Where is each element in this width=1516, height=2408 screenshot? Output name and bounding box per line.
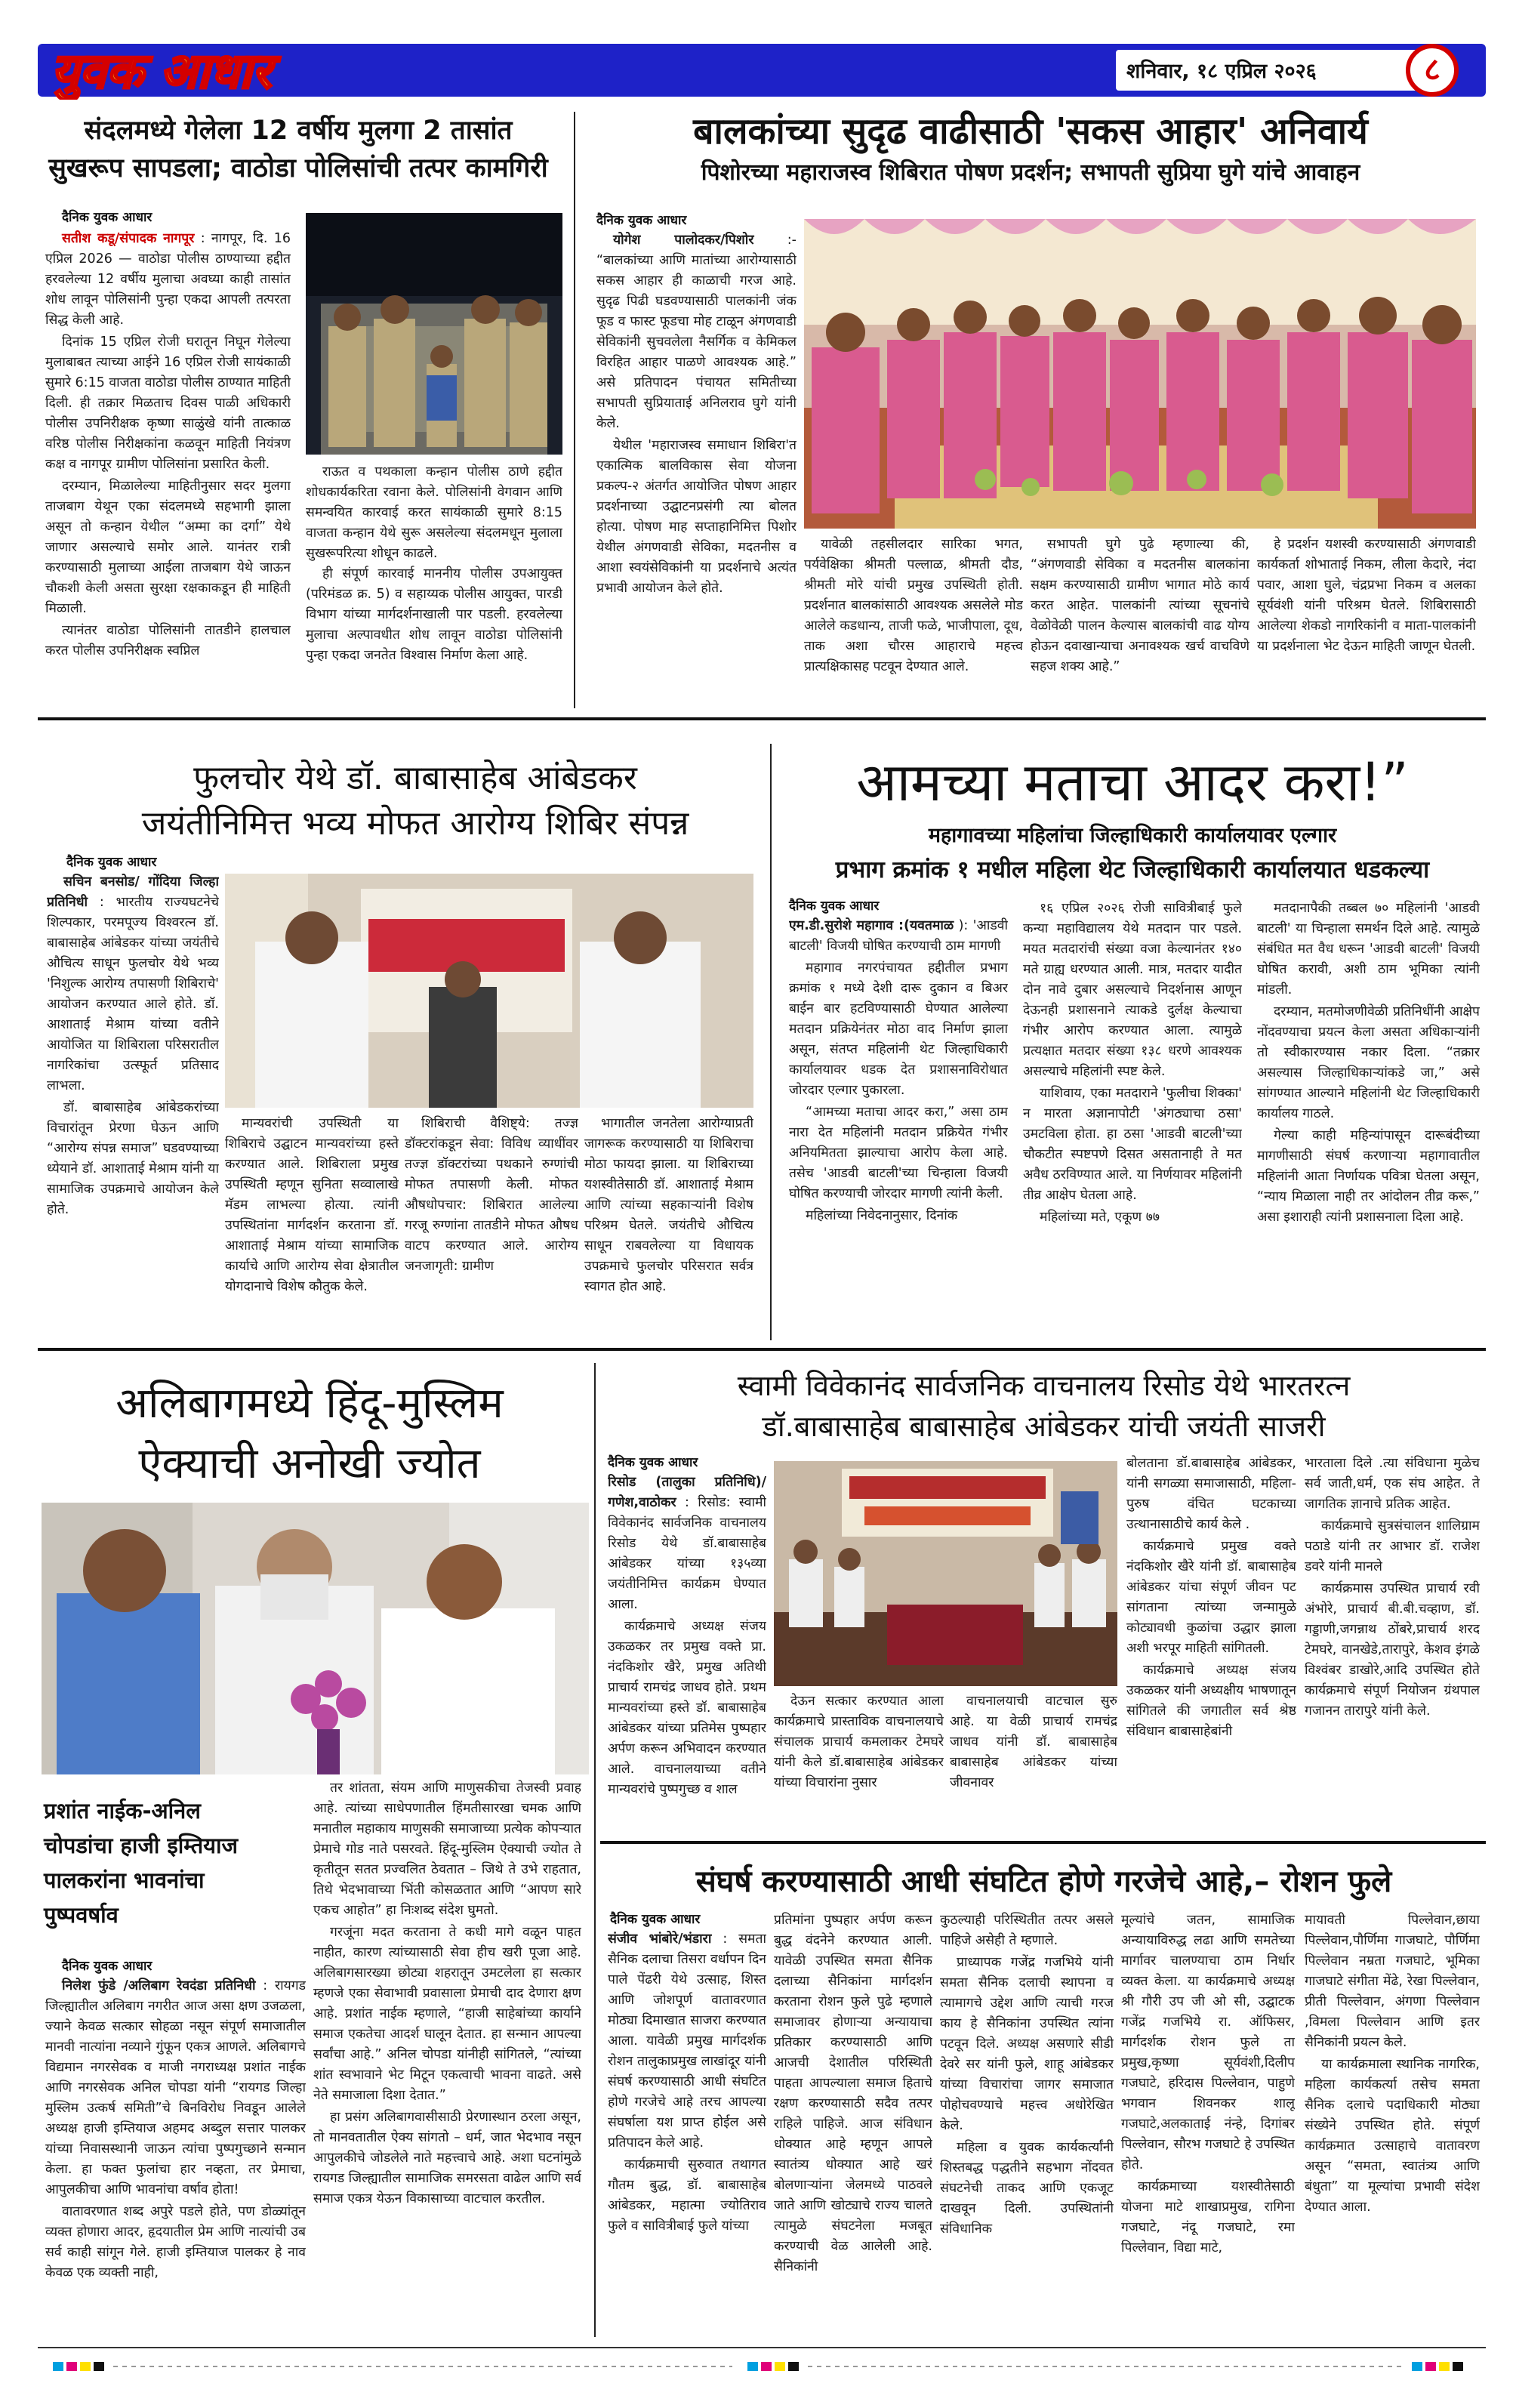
article5-p1: रायगड जिल्ह्यातील अलिबाग नगरीत आज असा क्षण उजळला, ज्याने केवळ सत्कार सोहळा नसून संपूर्ण समाजातील मानवी नात्यांना नव्याने गुंफून एकत्र आणले. अलिबागचे विद्यमान नगरसेवक व माजी नगराध्यक्ष प्रशांत नाईक आणि नगरसेवक अनिल चोपडा यांनी “रायगड जिल्हा मुस्लिम उत्कर्ष समिती”चे बिनविरोध निवडून आलेले अध्यक्ष हाजी इम्तियाज अहमद अब्दुल सत्तार पालकर यांच्या निवासस्थानी जाऊन त्यांचा पुष्पगुच्छाने सन्मान केला. हा फक्त फुलांचा हार नव्हता, तर प्रेमाचा, आपुलकीचा आणि भावनांचा वर्षाव होता! — [45, 1978, 306, 2197]
article6-col4 — [1305, 1454, 1480, 1986]
article2-photo — [804, 219, 1476, 529]
article1-author: सतीश कडू/संपादक नागपूर — [62, 231, 195, 246]
article3-author: सचिन बनसोड/ गोंदिया जिल्हा प्रतिनिधी — [47, 874, 219, 910]
article3-caption-col2 — [405, 1114, 578, 1340]
article4-col1 — [789, 916, 1008, 1346]
article6-source: दैनिक युवक आधार — [608, 1455, 698, 1470]
article6-c4c: कार्यक्रमास उपस्थित प्राचार्य रवी अंभोरे, प्राचार्य बी.बी.चव्हाण, डॉ. गड्डाणी,जगन्नाथ ठोंबरे,प्राचार्य शरद टेमघरे, वानखेडे,तारापुरे, केशव इंगळे विश्वंबर डाखोरे,आदि उपस्थित होते कार्यक्रमाचे संपूर्ण नियोजन ग्रंथपाल गजानन तारापुरे यांनी केले. — [1305, 1581, 1480, 1719]
article6-c3b: कार्यक्रमाचे प्रमुख वक्ते नंदकिशोर खैरे यांनी डॉ. बाबासाहेब आंबेडकर यांचा संपूर्ण जीवन पट सांगताना त्यांच्या जन्मामुळे कोट्यावधी कुळांचा उद्धार झाला अशी भरपूर माहिती सांगितली. — [1126, 1539, 1296, 1656]
article4-byline — [789, 897, 1015, 915]
article1-col1: सतीश कडू/संपादक नागपूर : नागपूर, दि. 16 एप्रिल 2026 — वाठोडा पोलीस ठाण्याच्या हद्दीत हरवलेल्या 12 वर्षीय मुलाचा अवघ्या काही तासांत शोध लावून पोलिसांनी पुन्हा एकदा आपली तत्परता सिद्ध केली आहे. दिनांक 15 एप्रिल रोजी घरातून निघून गेलेल्या मुलाबाबत त्याच्या आईने 16 एप्रिल रोजी सायंकाळी सुमारे 6:15 वाजता वाठोडा पोलीस ठाण्यात माहिती दिली. ही तक्रार मिळताच दिवस पाळी अधिकारी पोलीस उपनिरीक्षक कृष्णा साळुंखे यांनी तात्काळ वरिष्ठ पोलीस निरीक्षकांना कळवून माहिती नियंत्रण कक्ष व नागपूर ग्रामीण पोलिसांना प्रसारित केली. दरम्यान, मिळालेल्या माहितीनुसार सदर मुलगा ताजबाग येथून एका संदलमध्ये सहभागी झाला असून तो कन्हान येथील “अम्मा का दर्गा” येथे जाणार असल्याचे समोर आले. यानंतर रात्री करण्यासाठी मुलाच्या आईला ताजबाग येथे जाऊन चौकशी केली असता सुरक्षा रक्षकाकडून ही माहिती मिळाली. त्यानंतर वाठोडा पोलिसांनी तातडीने हालचाल करत पोलीस उपनिरीक्षक स्वप्निल — [45, 229, 291, 712]
article4-p1: ): 'आडवी बाटली' विजयी घोषित करण्याची ठाम मागणी — [789, 918, 1008, 954]
registration-mark-icon — [53, 2359, 1465, 2374]
article7-col4 — [1121, 1910, 1295, 2337]
article7-p2: कार्यक्रमाची सुरुवात तथागत गौतम बुद्ध, डॉ. बाबासाहेब आंबेडकर, महात्मा ज्योतिराव फुले व सावित्रीबाई फुले यांच्या — [608, 2157, 766, 2234]
article5-headline-line2: ऐक्याची अनोखी ज्योत — [138, 1439, 481, 1488]
article4-c3: मतदानापैकी तब्बल ७० महिलांनी 'आडवी बाटली' या चिन्हाला समर्थन दिले आहे. त्यामुळे संबंधित मत वैध धरून 'आडवी बाटली' विजयी घोषित करावी, अशी ठाम भूमिका त्यांनी मांडली. — [1257, 901, 1480, 997]
article5-byline — [62, 1957, 304, 1975]
footer-rule — [38, 2347, 1486, 2348]
article2-subhead: पिशोरच्या महाराजस्व शिबिरात पोषण प्रदर्शन; सभापती सुप्रिया घुगे यांचे आवाहन — [701, 159, 1360, 186]
article7-c3b: प्राध्यापक गजेंद्र गजभिये यांनी समता सैनिक दलाची स्थापना व त्यामागचे उद्देश आणि त्याची गरज काय हे सैनिकांना उपस्थित त्यांना पटवून दिले. अध्यक्ष असणारे सीडी देवरे सर यांनी फुले, शाहू आंबेडकर यांच्या विचारांचा जागर समाजात पोहोचवण्याचे महत्त्व अधोरेखित केले. — [940, 1955, 1114, 2133]
article3-c2: शिबिराची वैशिष्ट्ये: तज्ज्ञ डॉक्टरांकडून सेवा: विविध व्याधींवर तज्ज्ञ डॉक्टरांच्या पथकाने रुग्णांची मोफत तपासणी केली. मोफत औषधोपचार: शिबिरात आलेल्या गरजू रुग्णांना तातडीने मोफत औषध वाटप करण्यात आले. आरोग्य जनजागृती: ग्रामीण — [405, 1116, 578, 1274]
article5-pull-quote-line3: पालकरांना भावनांचा — [44, 1867, 205, 1893]
article3-c3: भागातील जनतेला आरोग्याप्रती जागरूक करण्यासाठी या शिबिराचा मोठा फायदा झाला. या शिबिराच्या यशस्वीतेसाठी डॉ. आशाताई मेश्राम आणि त्यांच्या सहकाऱ्यांनी विशेष परिश्रम घेतले. जयंतीचे औचित्य साधून राबवलेल्या या विधायक उपक्रमाचे फुलचोर परिसरात सर्वत्र स्वागत होत आहे. — [584, 1116, 753, 1294]
article4-c3b: दरम्यान, मतमोजणीवेळी प्रतिनिधींनी आक्षेप नोंदवण्याचा प्रयत्न केला असता अधिकाऱ्यांनी तो स्वीकारण्यास नकार दिला. “तक्रार असल्यास जिल्हाधिकाऱ्यांकडे जा,” असे सांगण्यात आल्याने महिलांनी थेट जिल्हाधिकारी कार्यालय गाठले. — [1257, 1004, 1480, 1121]
article3-headline-line2: जयंतीनिमित्त भव्य मोफत आरोग्य शिबिर संपन्न — [141, 804, 689, 843]
article4-c2: १६ एप्रिल २०२६ रोजी सावित्रीबाई फुले कन्या महाविद्यालय येथे मतदान पार पडले. मयत मतदारांची संख्या वजा केल्यानंतर १४० मते ग्राह्य धरण्यात आली. मात्र, मतदार यादीत दोन नावे दुबार असल्याचे निदर्शनास आणून देऊनही प्रशासनाने त्याकडे दुर्लक्ष केल्याचा गंभीर आरोप करण्यात आला. त्यामुळे प्रत्यक्षात मतदार संख्या १३८ धरणे आवश्यक असल्याचे महिलांनी स्पष्ट केले. — [1023, 901, 1242, 1079]
article7-col1 — [608, 1929, 766, 2337]
article3-p1: भारतीय राज्यघटनेचे शिल्पकार, परमपूज्य विश्वरत्न डॉ. बाबासाहेब आंबेडकर यांच्या जयंतीचे औचित्य साधून फुलचोर येथे भव्य 'निशुल्क आरोग्य तपासणी शिबिराचे' आयोजन करण्यात आले होते. डॉ. आशाताई मेश्राम यांच्या वतीने आयोजित या शिबिराला परिसरातील नागरिकांचा उत्स्फूर्त प्रतिसाद लाभला. — [47, 895, 219, 1093]
article5-c2: तर शांतता, संयम आणि माणुसकीचा तेजस्वी प्रवाह आहे. त्यांच्या साधेपणातील हिंमतीसारखा चमक आणि मनातील महाकाय माणुसकी समाजाच्या प्रत्येक कोपऱ्यात प्रेमाचे गोड नाते पसरवते. हिंदू-मुस्लिम ऐक्याची ज्योत ते कृतीतून सतत प्रज्वलित ठेवतात – जिथे ते उभे राहतात, तिथे भेदभावाच्या भिंती कोसळतात आणि “आपण सारे एकच आहोत” हा निःशब्द संदेश घुमतो. — [313, 1781, 581, 1918]
article1-headline-line1: संदलमध्ये गेलेला 12 वर्षीय मुलगा 2 तासांत — [84, 116, 513, 146]
article6-cap-r: वाचनालयाची वाटचाल सुरु आहे. या वेळी प्राचार्य रामचंद्र जाधव यांनी डॉ. बाबासाहेब बाबासाहेब आंबेडकर यांच्या जीवनावर — [950, 1694, 1117, 1790]
article7-source: दैनिक युवक आधार — [610, 1912, 701, 1927]
article6-c3c: कार्यक्रमाचे अध्यक्ष संजय उकळकर यांनी अध्यक्षीय भाषणातून सांगितले की जगातील सर्व श्रेष्ठ संविधान बाबासाहेबांनी — [1126, 1663, 1296, 1739]
article2-caption-col3 — [1257, 535, 1476, 712]
article2-c1: यावेळी तहसीलदार सारिका भगत, पर्यवेक्षिका श्रीमती पल्लाळ, श्रीमती दौड, श्रीमती मोरे यांची प्रमुख उपस्थिती होती. प्रदर्शनात बालकांसाठी आवश्यक असलेले मोड आलेले कडधान्य, ताजी फळे, भाजीपाला, दूध, ताक अशा चौरस आहाराचे महत्त्व प्रात्यक्षिकासह पटवून देण्यात आले. — [804, 537, 1023, 674]
article1-source: दैनिक युवक आधार — [62, 210, 153, 225]
article2-source: दैनिक युवक आधार — [596, 213, 687, 228]
page-number: ८ — [1424, 51, 1441, 88]
article7-author: संजीव भांबोरे/भंडारा — [608, 1932, 712, 1947]
article7-c3: कुठल्याही परिस्थितीत तत्पर असले पाहिजे असेही ते म्हणाले. — [940, 1913, 1114, 1948]
article5-c2b: गरजूंना मदत करताना ते कधी मागे वळून पाहत नाहीत, कारण त्यांच्यासाठी सेवा हीच खरी पूजा आहे. अलिबागसारख्या छोट्या शहरातून उमटलेला हा सत्कार म्हणजे एका सेवाभावी प्रवासाला प्रेमाची दाद देणारा क्षण आहे. प्रशांत नाईक म्हणाले, “हाजी साहेबांच्या कार्याने समाज एकतेचा आदर्श घालून देतात. हा सन्मान आपल्या सर्वांचा आहे.” अनिल चोपडा यांनीही सांगितले, “त्यांच्या शांत स्वभावाने भेट मिटून एकत्वाची भावना वाढते. असे नेते समाजाला दिशा देतात.” — [313, 1925, 581, 2103]
article1-p4: त्यानंतर वाठोडा पोलिसांनी तातडीने हालचाल करत पोलीस उपनिरीक्षक स्वप्निल — [45, 623, 291, 658]
article2-c2: सभापती घुगे पुढे म्हणाल्या की, “अंगणवाडी सेविका व मदतनीस बालकांना सक्षम करण्यासाठी ग्रामीण भागात मोठे कार्य करत आहेत. पालकांनी त्यांच्या सूचनांचे वेळोवेळी पालन केल्यास बालकांची वाढ योग्य होऊन दवाखान्याचा अनावश्यक खर्च वाचविणे सहज शक्य आहे.” — [1031, 537, 1249, 674]
article4-subhead1: महागावच्या महिलांचा जिल्हाधिकारी कार्यालयावर एल्गार — [928, 824, 1337, 847]
article6-c3: बोलताना डॉ.बाबासाहेब आंबेडकर, यांनी सगळ्या समाजासाठी, महिला-पुरुष वंचित घटकाच्या उत्थानासाठीचे कार्य केले . — [1126, 1456, 1296, 1532]
article4-subhead2: प्रभाग क्रमांक १ मधील महिला थेट जिल्हाधिकारी कार्यालयात धडकल्या — [835, 856, 1430, 883]
article2-headline: बालकांच्या सुदृढ वाढीसाठी 'सकस आहार' अनिवार्य — [693, 110, 1368, 153]
divider — [38, 1348, 1486, 1351]
article4-col3 — [1257, 899, 1480, 1346]
article4-c3c: गेल्या काही महिन्यांपासून दारूबंदीच्या मागणीसाठी संघर्ष करणाऱ्या महागावातील महिलांनी आता निर्णायक पवित्रा घेतला असून, “न्याय मिळाला नाही तर आंदोलन तीव्र करू,” असा इशाराही त्यांनी प्रशासनाला दिला आहे. — [1257, 1128, 1480, 1225]
article3-headline-line1: फुलचोर येथे डॉ. बाबासाहेब आंबेडकर — [193, 759, 637, 797]
article2-caption-col1 — [804, 535, 1023, 712]
article7-headline: संघर्ष करण्यासाठी आधी संघटित होणे गरजेचे आहे,– रोशन फुले — [695, 1864, 1392, 1899]
article5-col1: निलेश फुंडे /अलिबाग रेवदंडा प्रतिनिधी : रायगड जिल्ह्यातील अलिबाग नगरीत आज असा क्षण उजळला, ज्याने केवळ सत्कार सोहळा नसून संपूर्ण समाजातील मानवी नात्यांना नव्याने गुंफून एकत्र आणले. अलिबागचे विद्यमान नगरसेवक व माजी नगराध्यक्ष प्रशांत नाईक आणि नगरसेवक अनिल चोपडा यांनी “रायगड जिल्हा मुस्लिम उत्कर्ष समिती”चे बिनविरोध निवडून आलेले अध्यक्ष हाजी इम्तियाज अहमद अब्दुल सत्तार पालकर यांच्या निवासस्थानी जाऊन त्यांचा पुष्पगुच्छाने सन्मान केला. हा फक्त फुलांचा हार नव्हता, तर प्रेमाचा, आपुलकीचा आणि भावनांचा वर्षाव होता! वातावरणात शब्द अपुरे पडले होते, पण डोळ्यांतून व्यक्त होणारा आदर, हृदयातील प्रेम आणि नात्यांची उब सर्व काही सांगून गेले. हाजी इम्तियाज पालकर हे नाव केवळ एक व्यक्ती नाही, — [45, 1976, 306, 2331]
divider — [574, 112, 575, 708]
logo-text: युवक आधार — [51, 44, 272, 100]
article6-author: रिसोड (तालुका प्रतिनिधि)/गणेश,वाठोकर — [608, 1475, 766, 1510]
article2-c3: हे प्रदर्शन यशस्वी करण्यासाठी अंगणवाडी कार्यकर्ता शोभाताई निकम, लीला केदारे, नंदा पवार, आशा घुले, चंद्रप्रभा निकम व अलका सूर्यवंशी यांनी परिश्रम घेतले. शिबिरासाठी आलेल्या शेकडो नागरिकांनी व माता-पालकांनी या प्रदर्शनाला भेट देऊन माहिती जाणून घेतली. — [1257, 537, 1476, 654]
masthead-date: शनिवार, १८ एप्रिल २०२६ — [1126, 60, 1317, 83]
article4-p3: “आमच्या मताचा आदर करा,” असा ठाम नारा देत महिलांनी मतदान प्रक्रियेत गंभीर अनियमितता झाल्याचा आरोप केला आहे. तसेच 'आडवी बाटली'च्या चिन्हाला विजयी घोषित करण्याची जोरदार मागणी त्यांनी केली. — [789, 1105, 1008, 1201]
article7-col3 — [940, 1910, 1114, 2337]
article5-pull-quote-line4: पुष्पवर्षाव — [44, 1902, 119, 1928]
article7-col5 — [1305, 1910, 1480, 2337]
article5-author: निलेश फुंडे /अलिबाग रेवदंडा प्रतिनिधी — [62, 1978, 256, 1993]
article6-byline — [608, 1454, 766, 1472]
article1-headline-line2: सुखरूप सापडला; वाठोडा पोलिसांची तत्पर कामगिरी — [48, 153, 548, 183]
article4-headline: आमच्या मताचा आदर करा!” — [856, 751, 1409, 813]
article5-c2c: हा प्रसंग अलिबागवासीसाठी प्रेरणास्थान ठरला असून, तो मानवतातील ऐक्य सांगतो – धर्म, जात भेदभाव नसून आपुलकीचे जोडलेले नाते महत्त्वाचे आहे. अशा घटनांमुळे रायगड जिल्ह्यातील सामाजिक समरसता वाढेल आणि सर्व समाज एकत्र येऊन विकासाच्या वाटचाल करतील. — [313, 2110, 581, 2206]
article2-p2: येथील 'महाराजस्व समाधान शिबिरा'त एकात्मिक बालविकास सेवा योजना प्रकल्प-२ अंतर्गत आयोजित पोषण आहार प्रदर्शनाच्या उद्घाटनप्रसंगी त्या बोलत होत्या. पोषण माह सप्ताहानिमित्त पिशोर येथील अंगणवाडी सेविका, मदतनीस व आशा स्वयंसेविकांनी या प्रदर्शनाचे अत्यंत प्रभावी आयोजन केले होते. — [596, 438, 797, 596]
article5-p2: वातावरणात शब्द अपुरे पडले होते, पण डोळ्यांतून व्यक्त होणारा आदर, हृदयातील प्रेम आणि नात्यांची उब सर्व काही सांगून गेले. हाजी इम्तियाज पालकर हे नाव केवळ एक व्यक्ती नाही, — [45, 2204, 306, 2280]
masthead-logo — [45, 39, 370, 100]
article6-photo — [774, 1461, 1117, 1686]
article7-c3c: महिला व युवक कार्यकर्त्यांनी शिस्तबद्ध पद्धतीने सहभाग नोंदवत संघटनेची ताकद आणि एकजूट दाखवून दिली. उपस्थितांनी संविधानिक — [940, 2140, 1114, 2237]
article2-author: योगेश पालोदकर/पिशोर — [613, 233, 754, 248]
article3-photo — [225, 874, 753, 1108]
article6-c4: भारताला दिले .त्या संविधाना मुळेच सर्व जाती,धर्म, एक संघ आहेत. ते जागतिक ज्ञानाचे प्रतिक आहेत. — [1305, 1456, 1480, 1512]
article1-caption-p1: राऊत व पथकाला कन्हान पोलीस ठाणे हद्दीत शोधकार्यकरिता रवाना केले. पोलिसांनी वेगवान आणि समन्वयित कारवाई करत सायंकाळी सुमारे 8:15 वाजता कन्हान येथे सुरू असलेल्या संदलमधून मुलाला सुखरूपरित्या शोधून काढले. — [306, 464, 562, 561]
article6-p2: कार्यक्रमाचे अध्यक्ष संजय उकळकर तर प्रमुख वक्ते प्रा. नंदकिशोर खैरे, प्रमुख अतिथी प्राचार्य रामचंद्र जाधव होते. प्रथम मान्यवरांच्या हस्ते डॉ. बाबासाहेब आंबेडकर यांच्या प्रतिमेस पुष्पहार अर्पण करून अभिवादन करण्यात आले. वाचनालयाच्या वतीने मान्यवरांचे पुष्पगुच्छ व शाल — [608, 1619, 766, 1797]
article6-headline-line2: डॉ.बाबासाहेब बाबासाहेब आंबेडकर यांची जयंती साजरी — [762, 1410, 1326, 1443]
article4-author: एम.डी.सुरोशे महागाव :(यवतमाळ — [789, 918, 954, 933]
article4-source: दैनिक युवक आधार — [789, 899, 880, 914]
article4-c2b: याशिवाय, एका मतदाराने 'फुलीचा शिक्का' न मारता अज्ञानापोटी 'अंगठ्याचा ठसा' उमटविला होता. हा ठसा 'आडवी बाटली'च्या चौकटीत स्पष्टपणे दिसत असतानाही ते मत अवैध ठरविण्यात आले. या निर्णयावर महिलांनी तीव्र आक्षेप घेतला आहे. — [1023, 1086, 1242, 1203]
divider — [770, 744, 772, 1340]
article7-c5: मायावती पिल्लेवान,छाया पिल्लेवान,पौर्णिमा गाजघाटे, पौर्णिमा पिल्लेवान नम्रता गजघाटे, भूमिका गाजघाटे संगीता मेंढे, रेखा पिल्लेवान, प्रीती पिल्लेवान, अंगणा पिल्लेवान ,विमला पिल्लेवान आणि इतर सैनिकांनी प्रयत्न केले. — [1305, 1913, 1480, 2050]
article1-p1: नागपूर, दि. 16 एप्रिल 2026 — वाठोडा पोलीस ठाण्याच्या हद्दीत हरवलेल्या 12 वर्षीय मुलाचा अवघ्या काही तासांत शोध लावून पोलिसांनी पुन्हा एकदा आपली तत्परता सिद्ध केली आहे. — [45, 231, 291, 328]
article4-c2c: महिलांच्या मते, एकूण ७७ — [1040, 1210, 1160, 1225]
article1-caption-p2: ही संपूर्ण कारवाई माननीय पोलीस उपआयुक्त (परिमंडळ क्र. 5) व सहाय्यक पोलीस आयुक्त, पारडी विभाग यांच्या मार्गदर्शनाखाली पार पडली. हरवलेल्या मुलाचा अल्पावधीत शोध लावून वाठोडा पोलिसांनी पुन्हा एकदा जनतेत विश्वास निर्माण केला आहे. — [306, 566, 562, 663]
article4-p2: महागाव नगरपंचायत हद्दीतील प्रभाग क्रमांक १ मध्ये देशी दारू दुकान व बिअर बाईन बार हटविण्यासाठी घेण्यात आलेल्या मतदान प्रक्रियेनंतर मोठा वाद निर्माण झाला असून, संतप्त महिलांनी थेट जिल्हाधिकारी कार्यालयावर धडक देत प्रशासनाविरोधात जोरदार एल्गार पुकारला. — [789, 960, 1008, 1098]
article7-c2: प्रतिमांना पुष्पहार अर्पण करून बुद्ध वंदनेने करण्यात आली. यावेळी उपस्थित समता सैनिक दलाच्या सैनिकांना मार्गदर्शन करताना रोशन फुले पुढे म्हणाले समाजावर होणाऱ्या अन्यायाचा प्रतिकार करण्यासाठी आणि आजची देशातील परिस्थिती पाहता आपल्याला समाज हिताचे रक्षण करण्यासाठी सदैव तत्पर राहिले पाहिजे. आज संविधान धोक्यात आहे म्हणून आपले स्वातंत्र्य धोक्यात आहे खरं बोलणाऱ्यांना जेलमध्ये पाठवले जाते आणि खोट्याचे राज्य चालते त्यामुळे संघटनेला मजबूत करण्याची वेळ आलेली आहे. सैनिकांनी — [774, 1913, 932, 2274]
article1-byline — [62, 208, 296, 227]
article6-p1: : रिसोड: स्वामी विवेकानंद सार्वजनिक वाचनालय रिसोड येथे डॉ.बाबासाहेब आंबेडकर यांच्या १३५व्या जयंतीनिमित्त कार्यक्रम घेण्यात आला. — [608, 1495, 766, 1612]
article7-col2 — [774, 1910, 932, 2337]
divider — [38, 717, 1486, 720]
article2-col1: योगेश पालोदकर/पिशोर :- “बालकांच्या आणि मातांच्या आरोग्यासाठी सकस आहार ही काळाची गरज आहे. सुदृढ पिढी घडवण्यासाठी पालकांनी जंक फूड व फास्ट फूडचा मोह टाळून अंगणवाडी सेविकांनी सुचवलेला नैसर्गिक व केमिकल विरहित आहार पाळणे आवश्यक आहे.” असे प्रतिपादन पंचायत समितीच्या सभापती सुप्रियाताई अनिलराव घुगे यांनी केले. येथील 'महाराजस्व समाधान शिबिरा'त एकात्मिक बालविकास सेवा योजना प्रकल्प-२ अंतर्गत आयोजित पोषण आहार प्रदर्शनाच्या उद्घाटनप्रसंगी त्या बोलत होत्या. पोषण माह सप्ताहानिमित्त पिशोर येथील अंगणवाडी सेविका, मदतनीस व आशा स्वयंसेविकांनी या प्रदर्शनाचे अत्यंत प्रभावी आयोजन केले होते. — [596, 230, 797, 714]
article1-caption — [306, 462, 562, 711]
article6-col1 — [608, 1472, 766, 1986]
article6-c4b: कार्यक्रमाचे सुत्रसंचालन शालिग्राम पठाडे यांनी तर आभार डॉ. राजेश डवरे यांनी मानले — [1305, 1518, 1480, 1574]
article7-byline — [610, 1910, 769, 1929]
article3-c1: मान्यवरांची उपस्थिती या शिबिराचे उद्घाटन मान्यवरांच्या हस्ते करण्यात आले. शिबिराला प्रमुख उपस्थिती म्हणून सुनिता सव्वालाखे मॅडम लाभल्या होत्या. त्यांनी उपस्थितांना मार्गदर्शन करताना डॉ. आशाताई मेश्राम यांच्या सामाजिक कार्याचे आणि आरोग्य सेवा क्षेत्रातील योगदानाचे विशेष कौतुक केले. — [225, 1116, 399, 1294]
article4-col2 — [1023, 899, 1242, 1346]
article5-source: दैनिक युवक आधार — [62, 1959, 153, 1974]
article2-byline — [596, 211, 800, 230]
article3-caption-col1 — [225, 1114, 399, 1340]
article6-headline-line1: स्वामी विवेकानंद सार्वजनिक वाचनालय रिसोड येथे भारतरत्न — [737, 1369, 1351, 1402]
article3-byline — [66, 853, 217, 871]
article3-p2: डॉ. बाबासाहेब आंबेडकरांच्या विचारांतून प्रेरणा घेऊन आणि “आरोग्य संपन्न समाज” घडवण्याच्या ध्येयाने डॉ. आशाताई मेश्राम यांनी या सामाजिक उपक्रमाचे आयोजन केले होते. — [47, 1100, 219, 1217]
article5-col2 — [313, 1778, 581, 2331]
article3-source: दैनिक युवक आधार — [66, 855, 157, 870]
article4-p4: महिलांच्या निवेदनानुसार, दिनांक — [806, 1208, 958, 1223]
article3-col1: सचिन बनसोड/ गोंदिया जिल्हा प्रतिनिधी : भारतीय राज्यघटनेचे शिल्पकार, परमपूज्य विश्वरत्न डॉ. बाबासाहेब आंबेडकर यांच्या जयंतीचे औचित्य साधून फुलचोर येथे भव्य 'निशुल्क आरोग्य तपासणी शिबिराचे' आयोजन करण्यात आले होते. डॉ. आशाताई मेश्राम यांच्या वतीने आयोजित या शिबिराला परिसरातील नागरिकांचा उत्स्फूर्त प्रतिसाद लाभला. डॉ. बाबासाहेब आंबेडकरांच्या विचारांतून प्रेरणा घेऊन आणि “आरोग्य संपन्न समाज” घडवण्याच्या ध्येयाने डॉ. आशाताई मेश्राम यांनी या सामाजिक उपक्रमाचे आयोजन केले होते. — [47, 872, 219, 1340]
article5-pull-quote-line2: चोपडांचा हाजी इम्तियाज — [44, 1833, 239, 1858]
article1-p2: दिनांक 15 एप्रिल रोजी घरातून निघून गेलेल्या मुलाबाबत त्याच्या आईने 16 एप्रिल रोजी सायंकाळी सुमारे 6:15 वाजता वाठोडा पोलीस ठाण्यात माहिती दिली. ही तक्रार मिळताच दिवस पाळी अधिकारी पोलीस उपनिरीक्षक कृष्णा साळुंखे यांनी तात्काळ वरिष्ठ पोलीस निरीक्षकांना कळवून माहिती नियंत्रण कक्ष व नागपूर ग्रामीण पोलिसांना प्रसारित केली. — [45, 335, 291, 472]
article7-p1: : समता सैनिक दलाचा तिसरा वर्धापन दिन पाले पेंढरी येथे उत्साह, शिस्त आणि जोशपूर्ण वातावरणात मोठ्या दिमाखात साजरा करण्यात आला. यावेळी प्रमुख मार्गदर्शक रोशन तालुकाप्रमुख लाखांदूर यांनी संघर्ष करण्यासाठी आधी संघटित होणे गरजेचे आहे तरच आपल्या संघर्षाला यश प्राप्त होईल असे प्रतिपादन केले आहे. — [608, 1932, 766, 2151]
divider — [594, 1363, 596, 2337]
article2-caption-col2 — [1031, 535, 1249, 712]
article5-headline-line1: अलिबागमध्ये हिंदू-मुस्लिम — [116, 1379, 504, 1428]
article2-p1: “बालकांच्या आणि मातांच्या आरोग्यासाठी सकस आहार ही काळाची गरज आहे. सुदृढ पिढी घडवण्यासाठी पालकांनी जंक फूड व फास्ट फूडचा मोह टाळून अंगणवाडी सेविकांनी सुचवलेला नैसर्गिक व केमिकल विरहित आहार पाळणे आवश्यक आहे.” असे प्रतिपादन पंचायत समितीच्या सभापती सुप्रियाताई अनिलराव घुगे यांनी केले. — [596, 253, 797, 431]
article6-cap-l: देऊन सत्कार करण्यात आला कार्यक्रमाचे प्रास्ताविक वाचनालयाचे संचालक प्राचार्य कमलाकर टेमघरे यांनी केले डॉ.बाबासाहेब आंबेडकर यांच्या विचारांना नुसार — [774, 1694, 944, 1790]
article7-c4: मूल्यांचे जतन, सामाजिक अन्यायाविरुद्ध लढा आणि समतेच्या मार्गावर चालण्याचा ठाम निर्धार व्यक्त केला. या कार्यक्रमाचे अध्यक्ष श्री गौरी उप जी ओ सी, उद्घाटक गजेंद्र गजभिये रा. ऑफिसर, मार्गदर्शक रोशन फुले ता प्रमुख,कृष्णा सूर्यवंशी,दिलीप गजघाटे, हरिदास पिल्लेवान, पाहुणे भगवान शिवनकर शालू गजघाटे,अलकाताई नंन्हे, दिगांबर पिल्लेवान, सौरभ गजघाटे हे उपस्थित होते. — [1121, 1913, 1295, 2172]
article7-c4b: कार्यक्रमाच्या यशस्वीतेसाठी योजना माटे शाखाप्रमुख, रागिना गजघाटे, नंदू गजघाटे, रमा पिल्लेवान, विद्या माटे, — [1121, 2179, 1295, 2255]
article6-col3 — [1126, 1454, 1296, 1986]
article3-caption-col3 — [584, 1114, 753, 1340]
article7-c5b: या कार्यक्रमाला स्थानिक नागरिक, महिला कार्यकर्त्या तसेच समता सैनिक दलाचे पदाधिकारी मोठ्या संख्येने उपस्थित होते. संपूर्ण कार्यक्रमात उत्साहाचे वातावरण असून “समता, स्वातंत्र्य आणि बंधुता” या मूल्यांचा प्रभावी संदेश देण्यात आला. — [1305, 2057, 1480, 2215]
article1-p3: दरम्यान, मिळालेल्या माहितीनुसार सदर मुलगा ताजबाग येथून एका संदलमध्ये सहभागी झाला असून तो कन्हान येथील “अम्मा का दर्गा” येथे जाणार असल्याचे समोर आले. यानंतर रात्री करण्यासाठी मुलाच्या आईला ताजबाग येथे जाऊन चौकशी केली असता सुरक्षा रक्षकाकडून ही माहिती मिळाली. — [45, 479, 291, 616]
article5-photo — [42, 1503, 589, 1774]
divider — [600, 1841, 1486, 1844]
article5-pull-quote-line1: प्रशांत नाईक-अनिल — [44, 1798, 201, 1824]
article1-photo — [306, 213, 562, 455]
